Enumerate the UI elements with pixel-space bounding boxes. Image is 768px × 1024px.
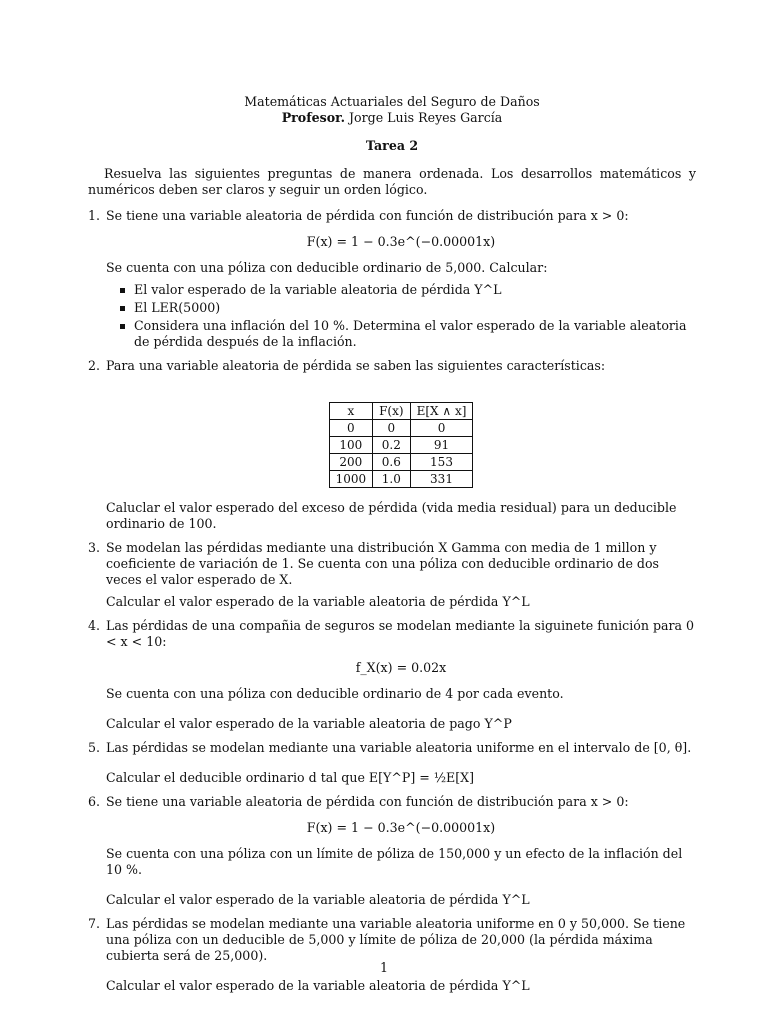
calc-line: Calcular el valor esperado de la variable aleatoria de pérdida Y^L xyxy=(106,978,530,993)
table-row xyxy=(329,471,473,488)
question-text: Se modelan las pérdidas mediante una distribución X Gamma con media de 1 millon y coeficiente de variación de 1. Se cuenta con una póliza con deducible ordinario de dos veces el valor esperado de X. xyxy=(106,540,660,587)
calc-line: Calcular el deducible ordinario d tal que E[Y^P] = ½E[X] xyxy=(106,770,475,785)
table-cell: 0 xyxy=(329,420,373,437)
table-cell: 200 xyxy=(329,454,373,471)
table-cell: 0 xyxy=(410,420,473,437)
question-number: 6. xyxy=(88,794,101,809)
calc-line: Calcular el valor esperado de la variable aleatoria de pérdida Y^L xyxy=(106,594,530,609)
table-cell: 91 xyxy=(410,437,473,454)
question-list xyxy=(88,208,696,994)
bullet-list xyxy=(106,282,696,350)
professor-line xyxy=(88,110,696,126)
paragraph: Caluclar el valor esperado del exceso de pérdida (vida media residual) para un deducible ordinario de 100. xyxy=(106,500,677,531)
question-1 xyxy=(88,208,696,350)
table-row xyxy=(329,420,473,437)
bullet-item: Considera una inflación del 10 %. Determina el valor esperado de la variable aleatoria de pérdida después de la inflación. xyxy=(106,318,696,350)
course-title: Matemáticas Actuariales del Seguro de Daños xyxy=(244,94,540,109)
bullet-item: El valor esperado de la variable aleatoria de pérdida Y^L xyxy=(106,282,696,298)
equation: F(x) = 1 − 0.3e^(−0.00001x) xyxy=(306,234,496,249)
table-cell: 331 xyxy=(410,471,473,488)
calc-line: Calcular el valor esperado de la variable aleatoria de pago Y^P xyxy=(106,716,512,731)
question-number: 3. xyxy=(88,540,101,555)
bullet-item: El LER(5000) xyxy=(106,300,696,316)
question-text: Se tiene una variable aleatoria de pérdida con función de distribución para x > 0: xyxy=(106,208,629,223)
question-5 xyxy=(88,740,696,786)
question-number: 5. xyxy=(88,740,101,755)
question-text: Para una variable aleatoria de pérdida se saben las siguientes características: xyxy=(106,358,606,373)
data-table xyxy=(329,402,474,488)
question-text: Las pérdidas se modelan mediante una variable aleatoria uniforme en 0 y 50,000. Se tiene una póliza con un deducible de 5,000 y límite de póliza de 20,000 (la pérdida máxima cubierta será de 25,000). xyxy=(106,916,686,963)
question-number: 7. xyxy=(88,916,101,931)
table-cell: 0 xyxy=(373,420,410,437)
table-cell: 0.6 xyxy=(373,454,410,471)
table-cell: 1.0 xyxy=(373,471,410,488)
question-3 xyxy=(88,540,696,610)
intro-paragraph: Resuelva las siguientes preguntas de manera ordenada. Los desarrollos matemáticos y numéricos deben ser claros y seguir un orden lógico. xyxy=(88,166,696,197)
question-number: 1. xyxy=(88,208,101,223)
question-number: 4. xyxy=(88,618,101,633)
paragraph: Se cuenta con una póliza con deducible ordinario de 4 por cada evento. xyxy=(106,686,564,701)
table-cell: 0.2 xyxy=(373,437,410,454)
question-text: Las pérdidas de una compañia de seguros se modelan mediante la siguinete funición para 0 < x < 10: xyxy=(106,618,695,649)
paragraph: Se cuenta con una póliza con un límite de póliza de 150,000 y un efecto de la inflación del 10 %. xyxy=(106,846,683,877)
document-page xyxy=(88,94,696,1002)
table-header: F(x) xyxy=(373,403,410,420)
task-title: Tarea 2 xyxy=(365,138,419,153)
question-text: Se tiene una variable aleatoria de pérdida con función de distribución para x > 0: xyxy=(106,794,629,809)
question-6 xyxy=(88,794,696,908)
table-cell: 1000 xyxy=(329,471,373,488)
question-text: Las pérdidas se modelan mediante una variable aleatoria uniforme en el intervalo de [0, θ]. xyxy=(106,740,692,755)
table-row xyxy=(329,454,473,471)
calc-line: Calcular el valor esperado de la variable aleatoria de pérdida Y^L xyxy=(106,892,530,907)
table-header: E[X ∧ x] xyxy=(410,403,473,420)
question-7 xyxy=(88,916,696,994)
table-cell: 153 xyxy=(410,454,473,471)
question-2 xyxy=(88,358,696,532)
paragraph: Se cuenta con una póliza con deducible ordinario de 5,000. Calcular: xyxy=(106,260,548,275)
professor-label: Profesor. xyxy=(281,110,345,125)
document-header xyxy=(88,94,696,154)
table-header-row xyxy=(329,403,473,420)
table-header: x xyxy=(329,403,373,420)
equation: f_X(x) = 0.02x xyxy=(355,660,447,675)
equation: F(x) = 1 − 0.3e^(−0.00001x) xyxy=(306,820,496,835)
question-number: 2. xyxy=(88,358,101,373)
page-number: 1 xyxy=(379,960,388,975)
question-4 xyxy=(88,618,696,732)
professor-name: Jorge Luis Reyes García xyxy=(349,110,503,125)
table-cell: 100 xyxy=(329,437,373,454)
table-row xyxy=(329,437,473,454)
